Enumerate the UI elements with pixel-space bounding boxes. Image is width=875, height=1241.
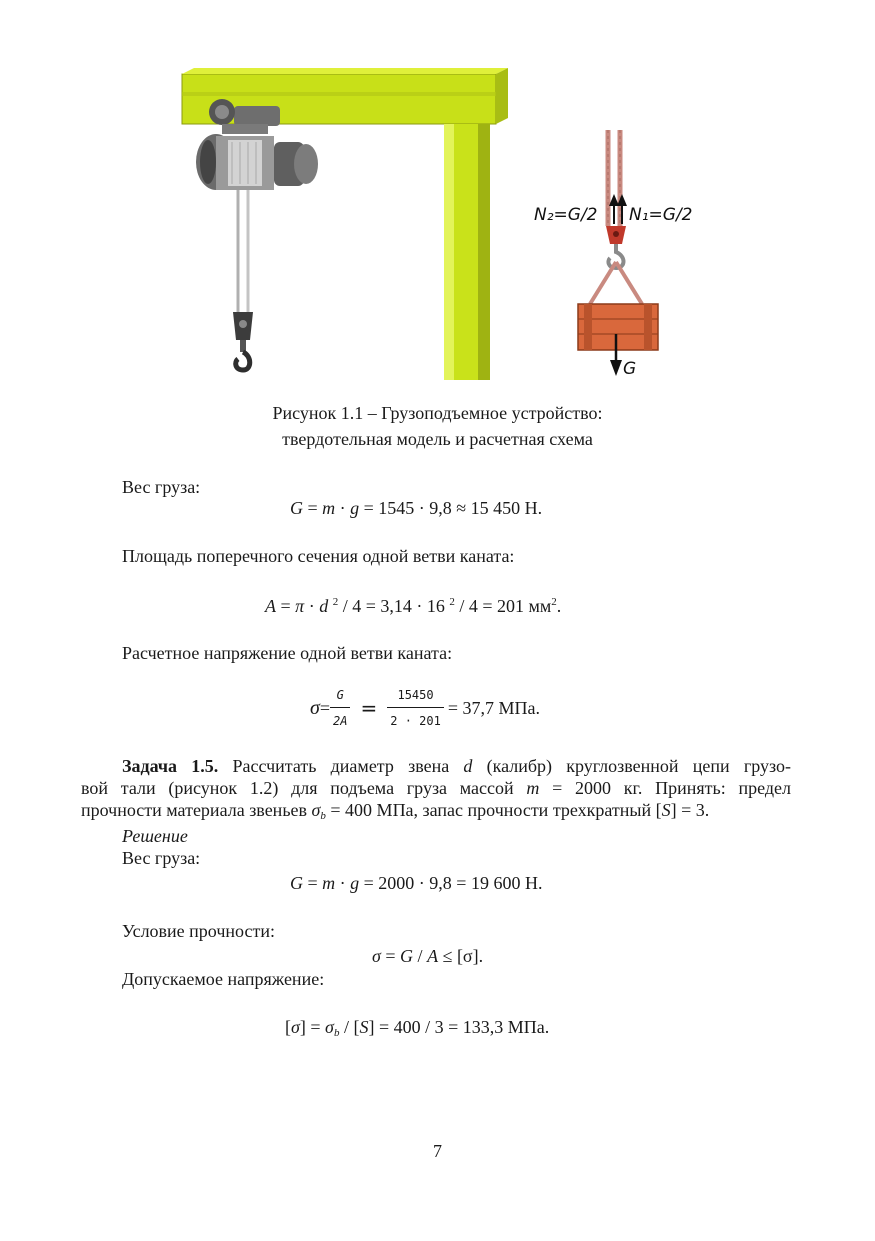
task-line-1: Рассчитать диаметр звена d (калибр) круглозвенной цепи грузо- (232, 756, 791, 776)
task-line-3: прочности материала звеньев $\sigma_b = 400$ МПа, запас прочности трехкратный [S] = 3. (81, 800, 710, 822)
solution-label: Решение (122, 826, 188, 846)
stress-label: Расчетное напряжение одной ветви каната: (122, 643, 453, 663)
load-scheme-diagram (530, 128, 710, 380)
task-paragraph (81, 755, 791, 821)
stress-formula: σ = $\frac{G}{2A}$ = $\frac{15450}{2 \cdot 201}$ = 37,7 МПа. (310, 686, 540, 730)
crane-model-illustration (178, 68, 508, 380)
task-title: Задача 1.5. (122, 756, 219, 776)
weight-formula-2: G = m · g = 2000 · 9,8 = 19 600 Н. (290, 873, 543, 893)
figure-scheme (530, 128, 710, 380)
area-label: Площадь поперечного сечения одной ветви каната: (122, 546, 515, 566)
allowed-label: Допускаемое напряжение: (122, 969, 325, 989)
label-n1: N₁=G/2 (629, 205, 693, 225)
strength-formula: σ = G / A ≤ [σ]. (372, 946, 484, 966)
label-n2: N₂=G/2 (534, 205, 598, 225)
task-line-2: вой тали (рисунок 1.2) для подъема груза массой m = 2000 кг. Принять: предел (81, 778, 791, 798)
fraction-numeric: $\frac{15450}{2 \cdot 201}$ (387, 684, 444, 732)
weight-label: Вес груза: (122, 477, 201, 497)
caption-line-2: твердотельная модель и расчетная схема (282, 429, 593, 449)
label-g: G (623, 359, 637, 379)
allowed-formula: $[\sigma] = \sigma_b / [S] = 400 / 3 = 133,3$ МПа. (285, 1017, 550, 1039)
page-number: 7 (433, 1141, 442, 1161)
weight-label-2: Вес груза: (122, 848, 201, 868)
strength-label: Условие прочности: (122, 921, 275, 941)
weight-formula: G = m · g = 1545 · 9,8 ≈ 15 450 Н. (290, 498, 543, 518)
caption-line-1: Рисунок 1.1 – Грузоподъемное устройство: (272, 403, 603, 423)
figure-crane (178, 68, 508, 380)
area-formula: A = π · d $^2$ / 4 = 3,14 · 16 $^2$ / 4 = 201 $мм^2$. (265, 596, 562, 616)
fraction-symbolic: $\frac{G}{2A}$ (330, 684, 350, 732)
figure-caption (0, 402, 875, 450)
